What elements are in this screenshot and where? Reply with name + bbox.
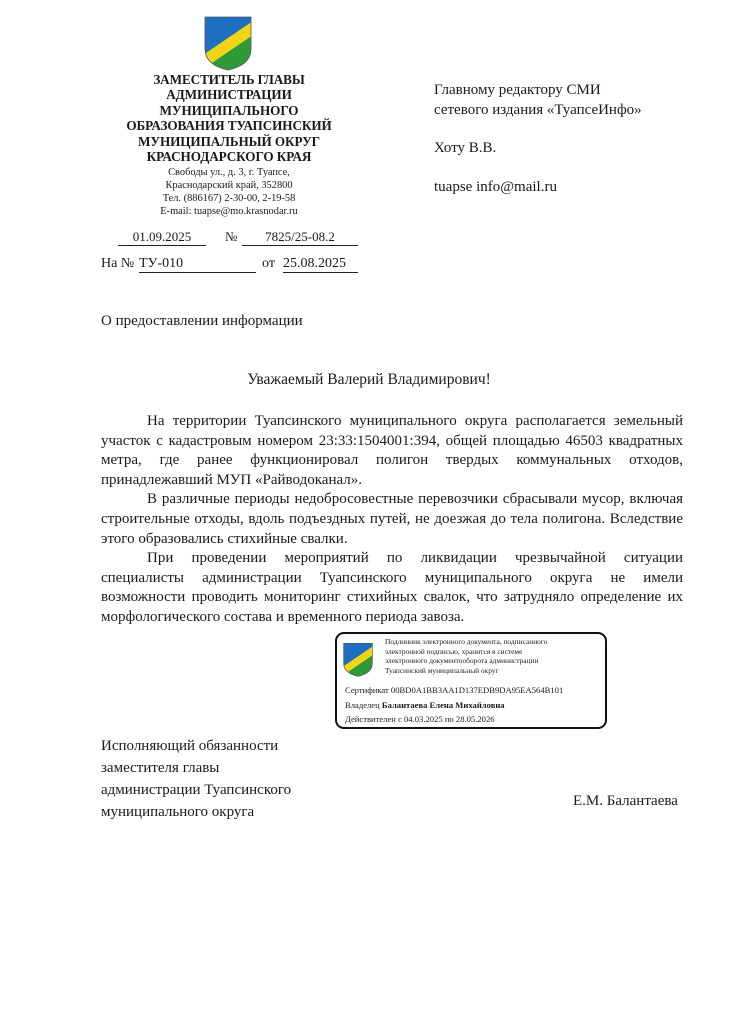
esig-valid-from: 04.03.2025 — [404, 714, 443, 724]
sender-organization-title — [100, 72, 358, 164]
esig-header-line: Подлинник электронного документа, подписанного — [385, 637, 548, 646]
letter-subject: О предоставлении информации — [101, 313, 303, 329]
body-paragraph: На территории Туапсинского муниципального округа располагается земельный участок с кадастровым номером 23:33:1504001:394, общей площадью 46503 квадратных метра, где ранее функционировал полигон твердых коммунальных отходов, принадлежавший МУП «Райводоканал». — [101, 413, 683, 488]
sender-title-line: ЗАМЕСТИТЕЛЬ ГЛАВЫ — [153, 72, 305, 87]
esig-header — [385, 637, 603, 675]
esig-certificate-row — [345, 685, 563, 695]
electronic-signature-stamp — [335, 632, 607, 729]
signer-name: Е.М. Балантаева — [573, 793, 678, 809]
sender-phone-line: Тел. (886167) 2-30-00, 2-19-58 — [162, 193, 296, 204]
letter-body — [101, 412, 683, 628]
sender-address-block — [100, 166, 358, 218]
esig-owner-label: Владелец — [345, 700, 380, 710]
sender-address-line: Свободы ул., д. 3, г. Туапсе, — [168, 167, 290, 178]
reference-date: 25.08.2025 — [283, 256, 358, 273]
esig-valid-to-label: по — [444, 714, 454, 724]
esig-cert-value: 00BD0A1BB3AA1D137EDB9DA95EA564B101 — [390, 685, 564, 695]
sender-email-line: E-mail: tuapse@mo.krasnodar.ru — [160, 206, 298, 217]
signer-position-line: муниципального округа — [101, 804, 255, 820]
sender-title-line: ОБРАЗОВАНИЯ ТУАПСИНСКИЙ — [126, 118, 332, 134]
reference-prefix: На № — [101, 256, 135, 271]
recipient-position-line2: сетевого издания «ТуапсеИнфо» — [434, 102, 642, 118]
body-paragraph: При проведении мероприятий по ликвидации чрезвычайной ситуации специалисты администрации Туапсинского муниципального округа не имели возможности проводить мониторинг стихийных свалок, что затрудняло определение их морфологического состава и временного периода завоза. — [101, 550, 683, 625]
esig-validity-row — [345, 714, 495, 724]
coat-of-arms-icon — [342, 642, 374, 677]
esig-owner-value: Балантаева Елена Михайловна — [381, 700, 505, 710]
recipient-position-line1: Главному редактору СМИ — [434, 82, 601, 98]
registration-line — [118, 229, 358, 247]
signer-position-line: Исполняющий обязанности — [101, 738, 279, 754]
esig-valid-label: Действителен с — [345, 714, 402, 724]
recipient-email: tuapse info@mail.ru — [434, 179, 557, 195]
recipient-name: Хоту В.В. — [434, 140, 497, 156]
sender-address-line: Краснодарский край, 352800 — [165, 180, 293, 191]
registration-number-label: № — [225, 229, 238, 244]
signer-position — [101, 735, 291, 823]
registration-date: 01.09.2025 — [118, 229, 206, 246]
esig-header-line: электронной подписью, хранится в системе — [385, 646, 523, 656]
body-paragraph: В различные периоды недобросовестные перевозчики сбрасывали мусор, включая строительные отходы, вдоль подъездных путей, не доезжая до тела полигона. Вследствие этого образовались стихийные свалки. — [101, 491, 683, 547]
esig-valid-to: 28.05.2026 — [455, 714, 495, 724]
esig-header-line: электронного документооборота администрации — [385, 656, 539, 666]
sender-title-line: АДМИНИСТРАЦИИ — [166, 87, 292, 103]
esig-owner-row — [345, 700, 505, 710]
coat-of-arms-logo — [203, 15, 253, 71]
letter-greeting: Уважаемый Валерий Владимирович! — [247, 371, 491, 388]
sender-title-line: КРАСНОДАРСКОГО КРАЯ — [146, 149, 312, 165]
esig-cert-label: Сертификат — [345, 685, 389, 695]
signer-position-line: заместителя главы — [101, 760, 220, 776]
reference-line — [101, 256, 361, 274]
esig-header-line: Туапсинский муниципальный округ — [385, 665, 499, 675]
reference-from-label: от — [262, 256, 275, 271]
registration-number: 7825/25-08.2 — [242, 229, 358, 246]
reference-number: ТУ-010 — [139, 256, 256, 273]
sender-title-line: МУНИЦИПАЛЬНОГО — [159, 102, 299, 118]
signer-position-line: администрации Туапсинского — [101, 782, 292, 798]
sender-title-line: МУНИЦИПАЛЬНЫЙ ОКРУГ — [138, 133, 320, 149]
